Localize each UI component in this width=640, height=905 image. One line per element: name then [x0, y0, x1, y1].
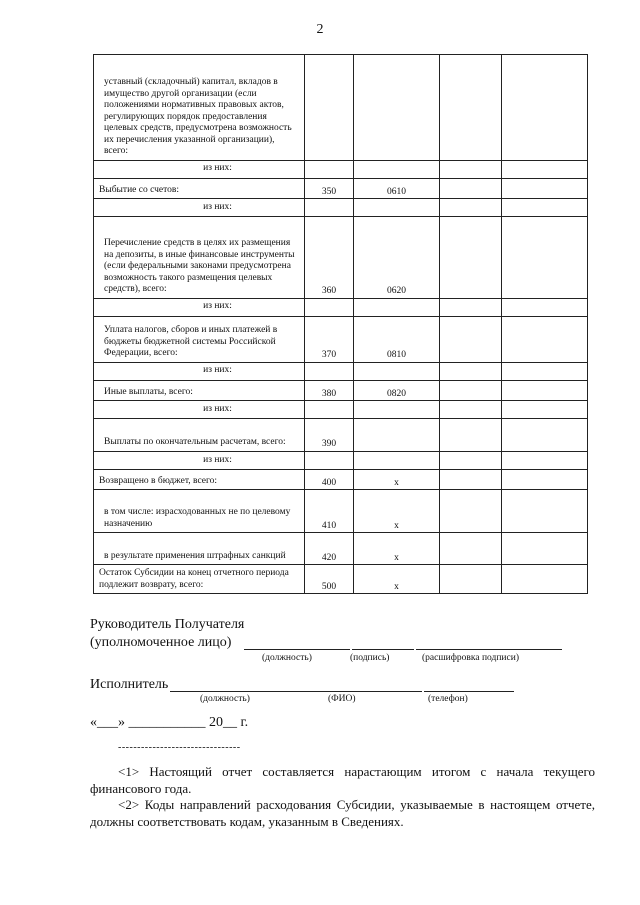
row-cell [440, 217, 502, 298]
row-code: 380 [305, 380, 354, 400]
row-direction-code [354, 55, 440, 161]
row-cell [440, 298, 502, 316]
row-cell [502, 362, 588, 380]
row-cell [502, 419, 588, 451]
row-cell [440, 178, 502, 198]
row-cell [502, 217, 588, 298]
row-cell [440, 533, 502, 565]
table-row [94, 470, 588, 490]
row-code: 400 [305, 470, 354, 490]
row-name: из них: [94, 199, 305, 217]
row-cell [502, 160, 588, 178]
row-name: Выплаты по окончательным расчетам, всего: [94, 419, 305, 451]
row-name: Иные выплаты, всего: [94, 380, 305, 400]
row-name: Уплата налогов, сборов и иных платежей в бюджеты бюджетной системы Российской Федерации, всего: [94, 316, 305, 362]
row-cell [502, 380, 588, 400]
row-cell [440, 451, 502, 469]
row-name: из них: [94, 451, 305, 469]
row-name: из них: [94, 362, 305, 380]
footnote-separator: -------------------------------- [118, 742, 241, 753]
table-row [94, 451, 588, 469]
row-direction-code: 0820 [354, 380, 440, 400]
row-direction-code: x [354, 533, 440, 565]
table-row [94, 160, 588, 178]
row-direction-code: 0620 [354, 217, 440, 298]
row-cell [440, 380, 502, 400]
row-cell [440, 362, 502, 380]
row-cell [440, 316, 502, 362]
row-cell [502, 316, 588, 362]
row-name: в результате применения штрафных санкций [94, 533, 305, 565]
table-row [94, 565, 588, 594]
row-code [305, 362, 354, 380]
row-cell [502, 565, 588, 594]
row-cell [440, 160, 502, 178]
signature-caption: (подпись) [350, 653, 390, 663]
executor-line [170, 691, 422, 692]
footnote-2: <2> Коды направлений расходования Субсидии, указываемые в настоящем отчете, должны соответствовать кодам, указанным в Сведениях. [90, 797, 595, 829]
row-direction-code [354, 362, 440, 380]
row-direction-code [354, 401, 440, 419]
row-cell [440, 419, 502, 451]
table-row [94, 199, 588, 217]
row-name: Перечисление средств в целях их размещения на депозиты, в иные финансовые инструменты (если федеральными законами предусмотрена возможность такого размещения целевых средств), всего: [94, 217, 305, 298]
head-subtitle: (уполномоченное лицо) [90, 635, 232, 650]
row-code: 390 [305, 419, 354, 451]
row-name: из них: [94, 401, 305, 419]
phone-line [424, 691, 514, 692]
row-direction-code: x [354, 490, 440, 533]
row-cell [502, 470, 588, 490]
row-code [305, 401, 354, 419]
position-caption: (должность) [262, 653, 312, 663]
row-name: Выбытие со счетов: [94, 178, 305, 198]
row-cell [502, 401, 588, 419]
table-row [94, 178, 588, 198]
table-row [94, 490, 588, 533]
row-cell [440, 199, 502, 217]
row-cell [502, 298, 588, 316]
row-code: 500 [305, 565, 354, 594]
report-table [93, 54, 588, 594]
row-cell [502, 490, 588, 533]
row-name: уставный (складочный) капитал, вкладов в имущество другой организации (если положениями нормативных правовых актов, регулирующих порядок предоставления целевых средств, предусмотрена возможность их перечисления указанной организации), всего: [94, 55, 305, 161]
date-field: «___» ___________ 20__ г. [90, 715, 249, 730]
table-row [94, 401, 588, 419]
row-code [305, 55, 354, 161]
row-direction-code [354, 160, 440, 178]
row-code [305, 451, 354, 469]
fio-caption: (ФИО) [328, 694, 356, 704]
row-cell [502, 533, 588, 565]
row-code [305, 199, 354, 217]
row-cell [440, 401, 502, 419]
row-code: 350 [305, 178, 354, 198]
row-cell [502, 178, 588, 198]
row-direction-code: 0610 [354, 178, 440, 198]
decode-line [416, 649, 562, 650]
row-code: 410 [305, 490, 354, 533]
row-cell [440, 55, 502, 161]
executor-label: Исполнитель [90, 677, 169, 692]
row-direction-code [354, 199, 440, 217]
table-row [94, 419, 588, 451]
row-direction-code: x [354, 565, 440, 594]
table-row [94, 55, 588, 161]
row-cell [440, 490, 502, 533]
row-code: 360 [305, 217, 354, 298]
table-row [94, 316, 588, 362]
decode-caption: (расшифровка подписи) [422, 653, 519, 663]
table-row [94, 362, 588, 380]
row-code [305, 298, 354, 316]
row-direction-code [354, 451, 440, 469]
table-row [94, 217, 588, 298]
row-name: в том числе: израсходованных не по целевому назначению [94, 490, 305, 533]
row-name: из них: [94, 298, 305, 316]
row-code: 420 [305, 533, 354, 565]
row-cell [502, 55, 588, 161]
row-cell [440, 565, 502, 594]
position-line [244, 649, 350, 650]
row-cell [440, 470, 502, 490]
row-direction-code: x [354, 470, 440, 490]
row-name: Остаток Субсидии на конец отчетного периода подлежит возврату, всего: [94, 565, 305, 594]
row-direction-code: 0810 [354, 316, 440, 362]
footnote-1: <1> Настоящий отчет составляется нарастающим итогом с начала текущего финансового года. [90, 764, 595, 796]
signature-line [352, 649, 414, 650]
row-direction-code [354, 419, 440, 451]
row-code: 370 [305, 316, 354, 362]
head-title: Руководитель Получателя [90, 617, 245, 632]
table-row [94, 298, 588, 316]
table-row [94, 533, 588, 565]
row-cell [502, 199, 588, 217]
table-row [94, 380, 588, 400]
row-direction-code [354, 298, 440, 316]
row-cell [502, 451, 588, 469]
executor-position-caption: (должность) [200, 694, 250, 704]
row-code [305, 160, 354, 178]
phone-caption: (телефон) [428, 694, 468, 704]
row-name: Возвращено в бюджет, всего: [94, 470, 305, 490]
row-name: из них: [94, 160, 305, 178]
page-number: 2 [316, 22, 324, 37]
